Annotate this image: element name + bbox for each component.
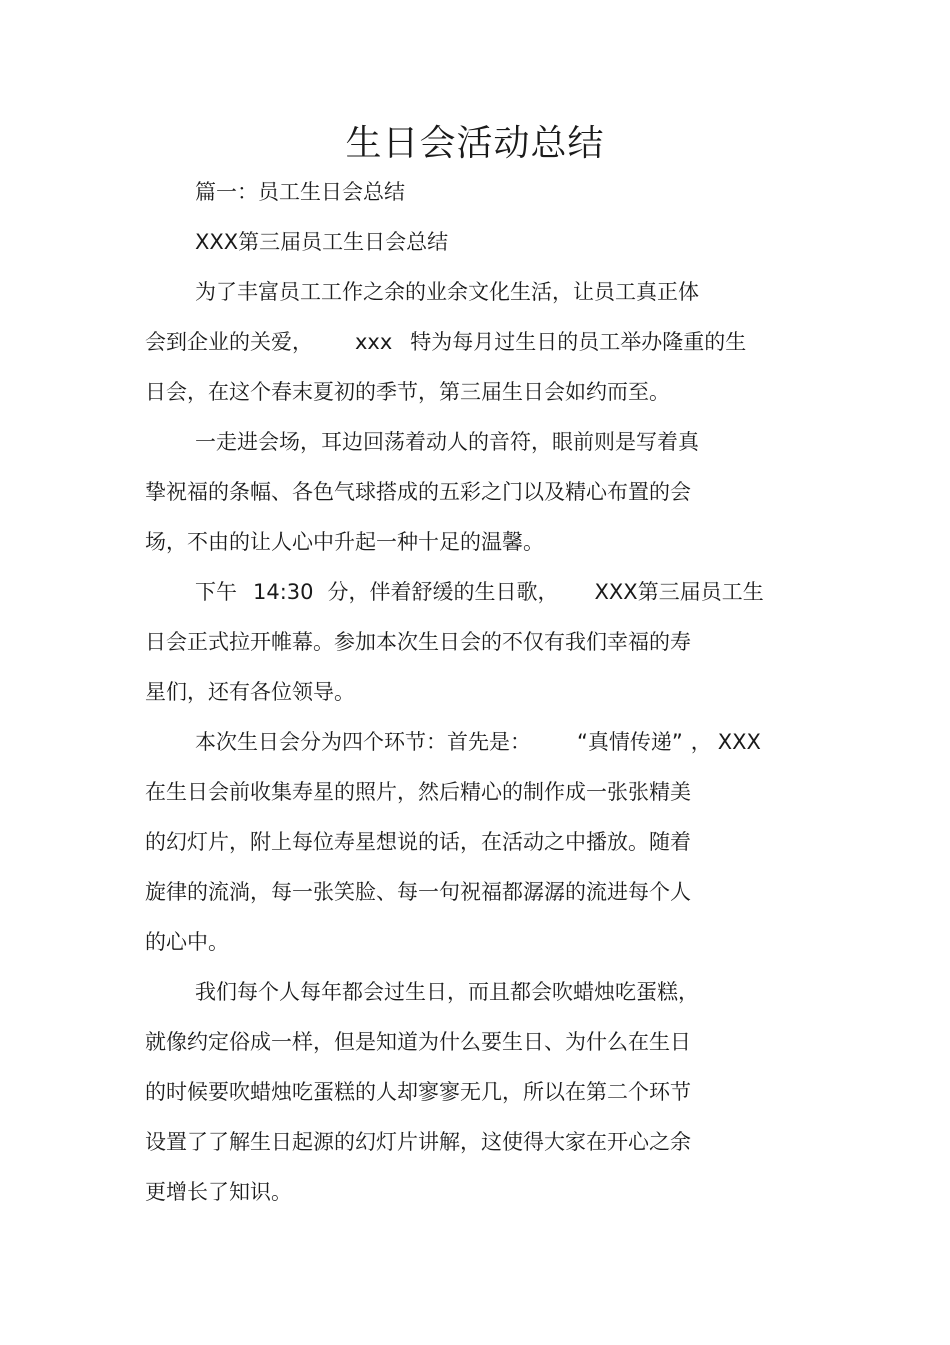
paragraph-5-line-2: 就像约定俗成一样，但是知道为什么要生日、为什么在生日	[145, 1030, 691, 1054]
paragraph-4-line-1	[195, 728, 761, 756]
text-segment: 本次生日会分为四个环节：首先是：	[195, 730, 531, 754]
paragraph-5-line-4: 设置了了解生日起源的幻灯片讲解，这使得大家在开心之余	[145, 1130, 691, 1154]
paragraph-5-line-1: 我们每个人每年都会过生日，而且都会吹蜡烛吃蛋糕，	[195, 980, 699, 1004]
text-segment: 特为每月过生日的员工举办隆重的生	[410, 330, 747, 354]
text-segment: XXX第三届员工生	[594, 580, 764, 604]
company-placeholder: xxx	[355, 330, 393, 354]
text-segment: 下午	[195, 580, 237, 604]
document-title: 生日会活动总结	[345, 123, 605, 164]
paragraph-1-line-1: 为了丰富员工工作之余的业余文化生活，让员工真正体	[195, 280, 699, 304]
paragraph-4-line-5: 的心中。	[145, 930, 229, 954]
text-segment: 分，伴着舒缓的生日歌，	[327, 580, 559, 604]
quoted-phrase: “真情传递”	[577, 730, 683, 754]
paragraph-3-line-3: 星们，还有各位领导。	[145, 680, 355, 704]
paragraph-4-line-4: 旋律的流淌，每一张笑脸、每一句祝福都潺潺的流进每个人	[145, 880, 691, 904]
text-segment: ，	[690, 730, 712, 754]
paragraph-3-line-2: 日会正式拉开帷幕。参加本次生日会的不仅有我们幸福的寿	[145, 630, 691, 654]
paragraph-1-line-2	[145, 328, 746, 356]
paragraph-2-line-1: 一走进会场，耳边回荡着动人的音符，眼前则是写着真	[195, 430, 699, 454]
paragraph-2-line-2: 挚祝福的条幅、各色气球搭成的五彩之门以及精心布置的会	[145, 480, 691, 504]
company-placeholder: XXX	[717, 730, 761, 754]
subheading: 篇一：员工生日会总结	[195, 180, 405, 204]
paragraph-2-line-3: 场，不由的让人心中升起一种十足的温馨。	[145, 530, 544, 554]
paragraph-5-line-3: 的时候要吹蜡烛吃蛋糕的人却寥寥无几，所以在第二个环节	[145, 1080, 691, 1104]
time-value: 14:30	[253, 580, 314, 604]
paragraph-1-line-3: 日会，在这个春末夏初的季节，第三届生日会如约而至。	[145, 380, 670, 404]
paragraph-5-line-5: 更增长了知识。	[145, 1180, 292, 1204]
section-title: XXX第三届员工生日会总结	[195, 230, 449, 254]
paragraph-4-line-3: 的幻灯片，附上每位寿星想说的话，在活动之中播放。随着	[145, 830, 691, 854]
paragraph-3-line-1	[195, 578, 764, 606]
text-segment: 会到企业的关爱，	[145, 330, 313, 354]
paragraph-4-line-2: 在生日会前收集寿星的照片，然后精心的制作成一张张精美	[145, 780, 691, 804]
